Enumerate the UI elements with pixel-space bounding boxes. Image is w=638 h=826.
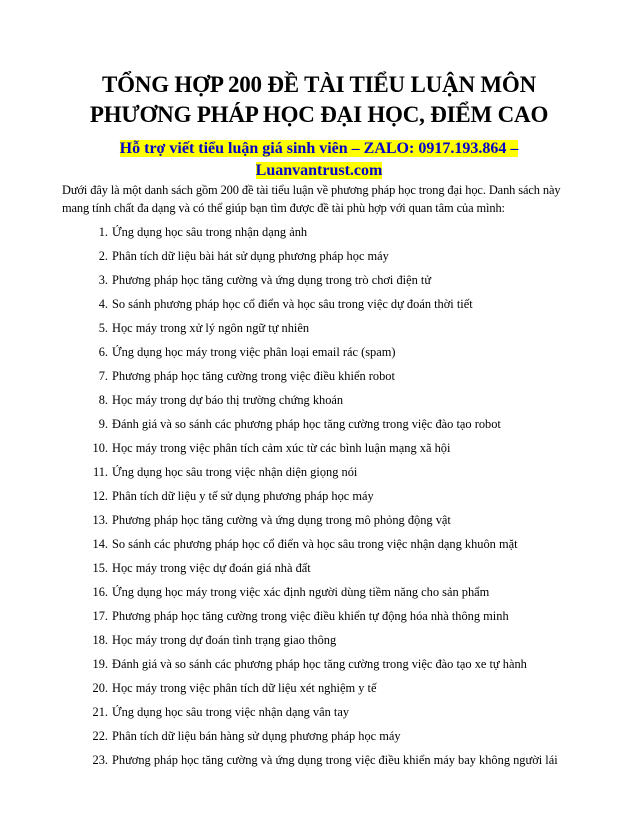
list-item-text: Đánh giá và so sánh các phương pháp học tăng cường trong việc đào tạo xe tự hành [112, 657, 527, 671]
list-item-number: 20. [92, 681, 108, 695]
document-title [60, 70, 578, 130]
list-item-number: 22. [92, 729, 108, 743]
list-item-number: 2. [98, 249, 108, 263]
promo-subtitle [60, 138, 578, 182]
subtitle-line-2: Luanvantrust.com [255, 162, 383, 179]
list-item [62, 532, 602, 556]
list-item-text: Ứng dụng học sâu trong việc nhận diện giọng nói [112, 465, 358, 479]
list-item-number: 18. [92, 633, 108, 647]
list-item-number: 15. [92, 561, 108, 575]
list-item-text: Học máy trong dự đoán tình trạng giao thông [112, 633, 337, 647]
list-item [62, 436, 602, 460]
list-item-text: Phương pháp học tăng cường và ứng dụng trong trò chơi điện tử [112, 273, 432, 287]
list-item-number: 7. [98, 369, 108, 383]
list-item [62, 388, 602, 412]
list-item-text: Phân tích dữ liệu bài hát sử dụng phương pháp học máy [112, 249, 389, 263]
list-item-number: 17. [92, 609, 108, 623]
list-item-text: Ứng dụng học máy trong việc xác định người dùng tiềm năng cho sản phẩm [112, 585, 490, 599]
subtitle-line-1: Hỗ trợ viết tiểu luận giá sinh viên – ZALO: 0917.193.864 – [119, 140, 519, 157]
list-item-number: 14. [92, 537, 108, 551]
list-item-text: Học máy trong việc phân tích dữ liệu xét nghiệm y tế [112, 681, 377, 695]
list-item [62, 412, 602, 436]
list-item-number: 8. [98, 393, 108, 407]
list-item-number: 13. [92, 513, 108, 527]
intro-paragraph [62, 181, 582, 217]
list-item-number: 11. [92, 465, 108, 479]
list-item-number: 12. [92, 489, 108, 503]
list-item-number: 4. [98, 297, 108, 311]
list-item-text: Phương pháp học tăng cường và ứng dụng trong mô phỏng động vật [112, 513, 451, 527]
list-item [62, 340, 602, 364]
list-item-text: Phân tích dữ liệu y tế sử dụng phương pháp học máy [112, 489, 374, 503]
title-line-1: TỔNG HỢP 200 ĐỀ TÀI TIỂU LUẬN MÔN [101, 72, 537, 97]
list-item-text: Học máy trong xử lý ngôn ngữ tự nhiên [112, 321, 310, 335]
list-item-number: 1. [98, 225, 108, 239]
list-item [62, 628, 602, 652]
title-line-2: PHƯƠNG PHÁP HỌC ĐẠI HỌC, ĐIỂM CAO [89, 102, 549, 127]
list-item [62, 292, 602, 316]
list-item [62, 364, 602, 388]
topic-list [62, 220, 602, 772]
list-item-text: Phân tích dữ liệu bán hàng sử dụng phương pháp học máy [112, 729, 401, 743]
list-item-text: Ứng dụng học sâu trong việc nhận dạng vân tay [112, 705, 350, 719]
list-item-text: Ứng dụng học sâu trong nhận dạng ảnh [112, 225, 308, 239]
list-item-text: So sánh các phương pháp học cổ điển và học sâu trong việc nhận dạng khuôn mặt [112, 537, 518, 551]
list-item-number: 21. [92, 705, 108, 719]
list-item [62, 700, 602, 724]
list-item-text: Ứng dụng học máy trong việc phân loại email rác (spam) [112, 345, 396, 359]
list-item [62, 508, 602, 532]
list-item [62, 676, 602, 700]
list-item-number: 23. [92, 753, 108, 767]
list-item-text: Học máy trong dự báo thị trường chứng khoán [112, 393, 344, 407]
list-item [62, 652, 602, 676]
list-item [62, 604, 602, 628]
list-item [62, 724, 602, 748]
list-item [62, 556, 602, 580]
list-item [62, 268, 602, 292]
list-item-number: 3. [98, 273, 108, 287]
list-item [62, 316, 602, 340]
intro-line-1: Dưới đây là một danh sách gồm 200 đề tài tiểu luận về phương pháp học trong đại học. Danh sách này [62, 183, 561, 197]
list-item [62, 460, 602, 484]
list-item-number: 19. [92, 657, 108, 671]
list-item-number: 5. [98, 321, 108, 335]
list-item [62, 244, 602, 268]
list-item-number: 10. [92, 441, 108, 455]
list-item-text: Đánh giá và so sánh các phương pháp học tăng cường trong việc đào tạo robot [112, 417, 501, 431]
list-item [62, 484, 602, 508]
intro-line-2: mang tính chất đa dạng và có thể giúp bạn tìm được đề tài phù hợp với quan tâm của mình: [62, 201, 505, 215]
list-item-number: 16. [92, 585, 108, 599]
list-item [62, 580, 602, 604]
list-item-text: Phương pháp học tăng cường trong việc điều khiển tự động hóa nhà thông minh [112, 609, 509, 623]
list-item-text: So sánh phương pháp học cổ điển và học sâu trong việc dự đoán thời tiết [112, 297, 473, 311]
list-item-number: 9. [98, 417, 108, 431]
list-item [62, 748, 602, 772]
list-item-number: 6. [98, 345, 108, 359]
list-item-text: Phương pháp học tăng cường và ứng dụng trong việc điều khiển máy bay không người lái [112, 753, 558, 767]
list-item [62, 220, 602, 244]
list-item-text: Phương pháp học tăng cường trong việc điều khiển robot [112, 369, 395, 383]
list-item-text: Học máy trong việc phân tích cảm xúc từ các bình luận mạng xã hội [112, 441, 451, 455]
list-item-text: Học máy trong việc dự đoán giá nhà đất [112, 561, 311, 575]
